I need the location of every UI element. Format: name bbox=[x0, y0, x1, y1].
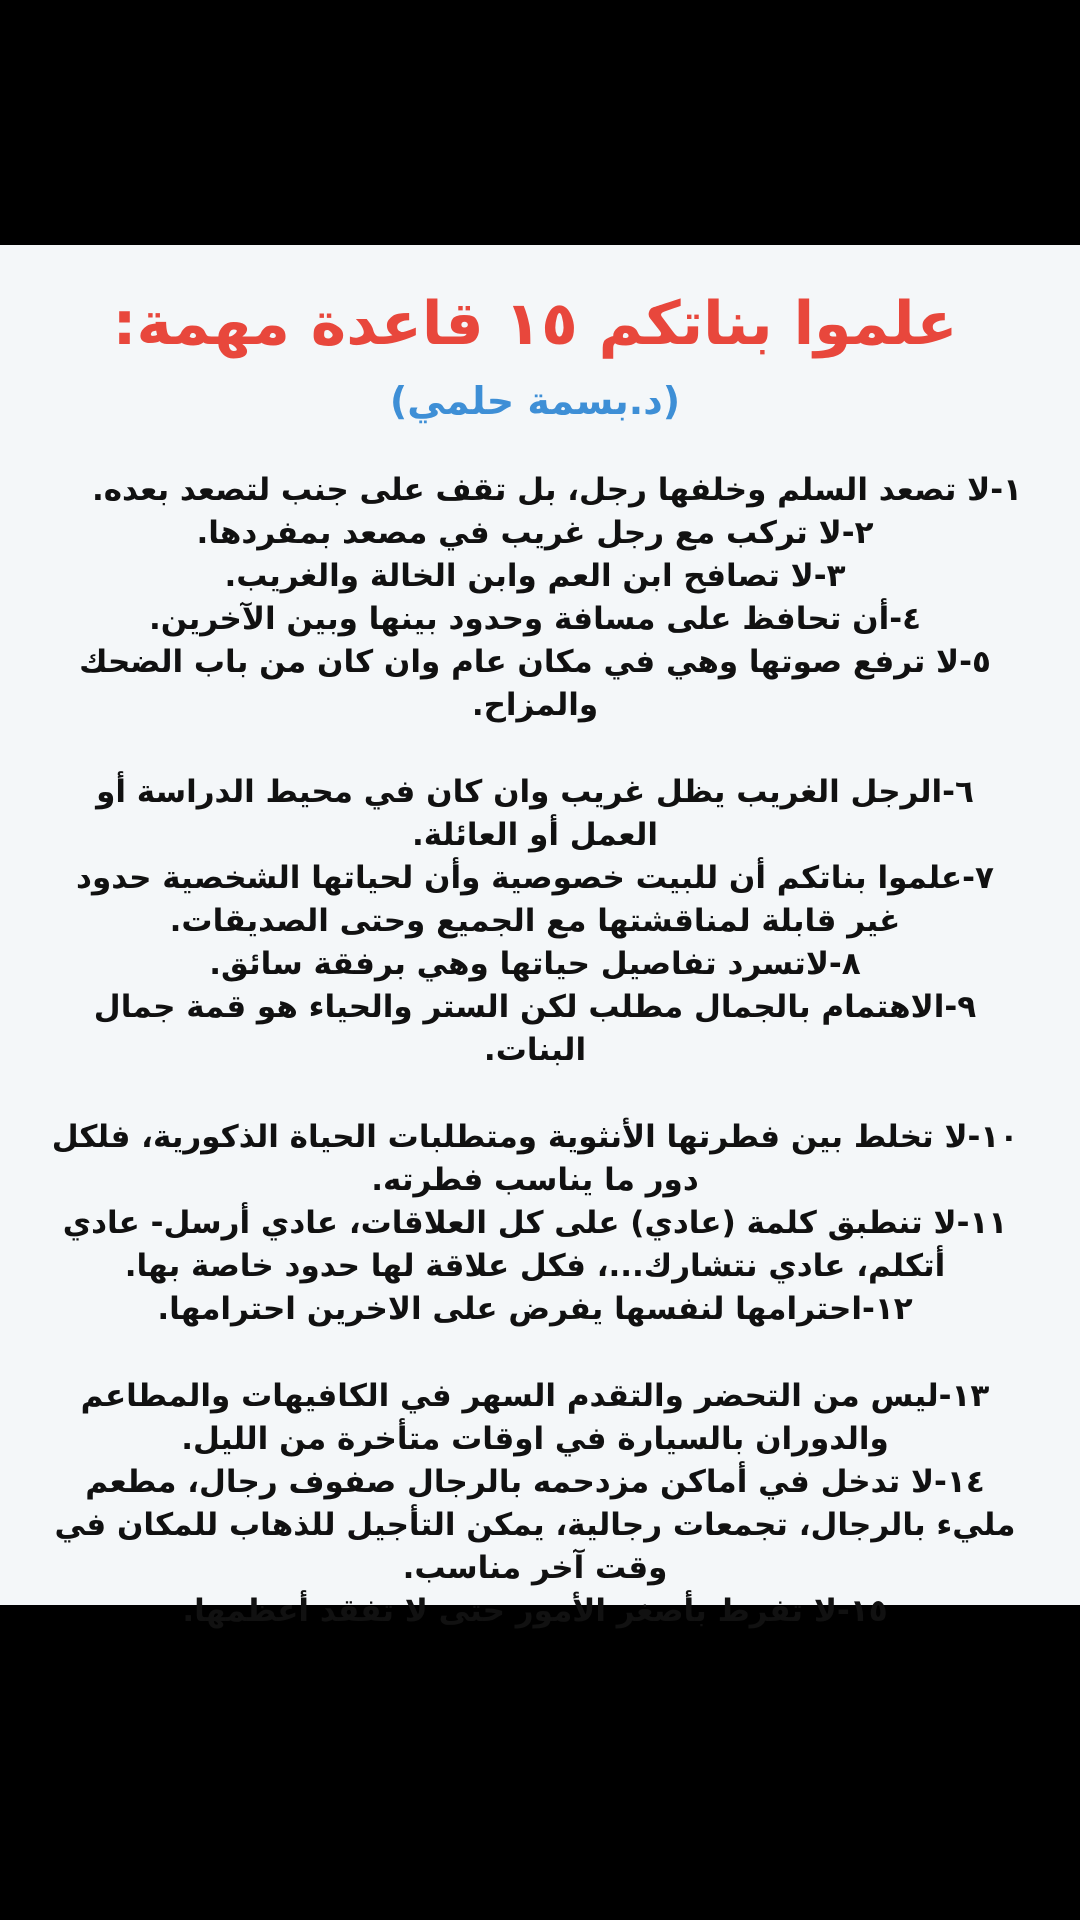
rule-item: ١٣-ليس من التحضر والتقدم السهر في الكافيهات والمطاعم والدوران بالسيارة في اوقات متأخرة من الليل. bbox=[80, 1378, 990, 1457]
rule-item: ٤-أن تحافظ على مسافة وحدود بينها وبين الآخرين. bbox=[148, 601, 922, 637]
rule-item: ١١-لا تنطبق كلمة (عادي) على كل العلاقات، عادي أرسل- عادي أتكلم، عادي نتشارك...، فكل علاقة لها حدود خاصة بها. bbox=[62, 1205, 1008, 1284]
rule-item: ١٢-احترامها لنفسها يفرض على الاخرين احترامها. bbox=[157, 1291, 913, 1327]
rule-item: ٥-لا ترفع صوتها وهي في مكان عام وان كان من باب الضحك والمزاح. bbox=[79, 644, 991, 723]
rules-list bbox=[48, 469, 1022, 1633]
rule-item: ٨-لاتسرد تفاصيل حياتها وهي برفقة سائق. bbox=[209, 946, 861, 982]
rule-item: ٦-الرجل الغريب يظل غريب وان كان في محيط الدراسة أو العمل أو العائلة. bbox=[96, 774, 974, 853]
rule-item: ٣-لا تصافح ابن العم وابن الخالة والغريب. bbox=[224, 558, 846, 594]
rule-item: ١-لا تصعد السلم وخلفها رجل، بل تقف على جنب لتصعد بعده. bbox=[91, 472, 1022, 508]
rule-item: ٢-لا تركب مع رجل غريب في مصعد بمفردها. bbox=[196, 515, 874, 551]
rules-group-3 bbox=[48, 1116, 1022, 1331]
rule-item: ١٠-لا تخلط بين فطرتها الأنثوية ومتطلبات الحياة الذكورية، فلكل دور ما يناسب فطرته. bbox=[51, 1119, 1019, 1198]
page-title: علموا بناتكم ١٥ قاعدة مهمة: bbox=[112, 289, 958, 359]
rules-group-1 bbox=[48, 469, 1022, 727]
rule-item: ٩-الاهتمام بالجمال مطلب لكن الستر والحياء هو قمة جمال البنات. bbox=[93, 989, 977, 1068]
rule-item: ٧-علموا بناتكم أن للبيت خصوصية وأن لحياتها الشخصية حدود غير قابلة لمناقشتها مع الجميع وحتى الصديقات. bbox=[76, 860, 994, 939]
image-card bbox=[0, 245, 1080, 1629]
rules-group-4 bbox=[48, 1375, 1022, 1633]
rules-group-2 bbox=[48, 771, 1022, 1072]
rule-item: ١٤-لا تدخل في أماكن مزدحمه بالرجال صفوف رجال، مطعم مليء بالرجال، تجمعات رجالية، يمكن التأجيل للذهاب للمكان في وقت آخر مناسب. bbox=[54, 1464, 1016, 1586]
author-name: (د.بسمة حلمي) bbox=[389, 379, 681, 423]
rule-item: ١٥-لا تفرط بأصغر الأمور حتى لا تفقد أعظمها. bbox=[182, 1593, 888, 1629]
